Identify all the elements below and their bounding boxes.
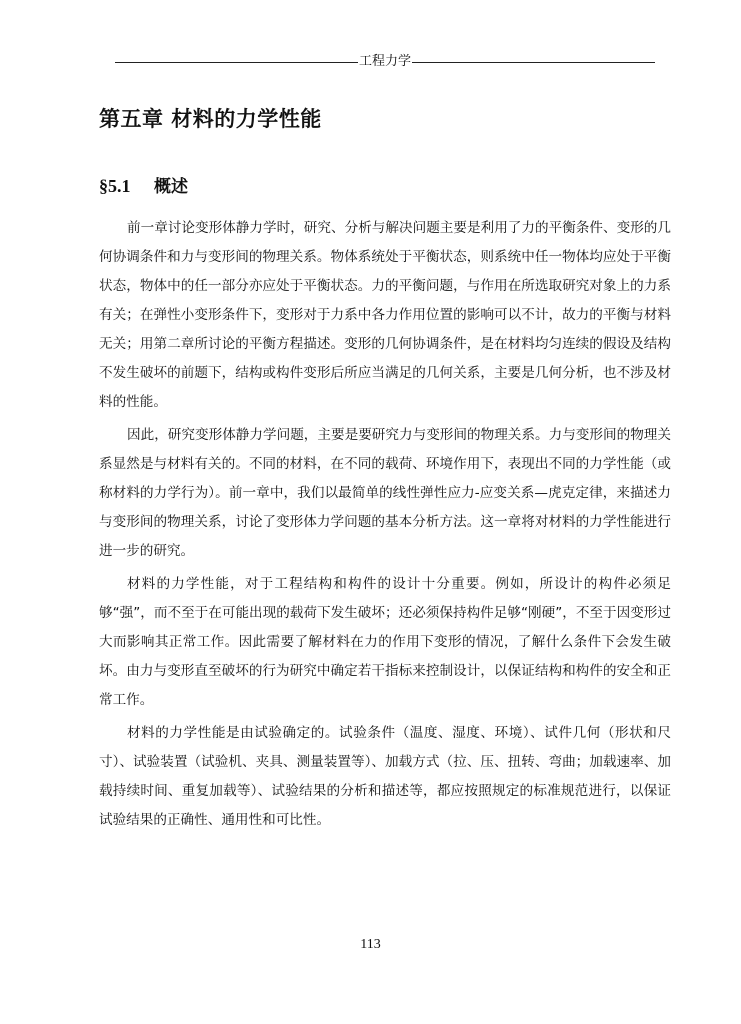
paragraph: 材料的力学性能是由试验确定的。试验条件（温度、湿度、环境）、试件几何（形状和尺寸）、试验装置（试验机、夹具、测量装置等）、加载方式（拉、压、扭转、弯曲；加载速率、加载持续时间、重复加载等）、试验结果的分析和描述等，都应按照规定的标准规范进行，以保证试验结果的正确性、通用性和可比性。	[99, 725, 671, 828]
paragraph: 前一章讨论变形体静力学时，研究、分析与解决问题主要是利用了力的平衡条件、变形的几何协调条件和力与变形间的物理关系。物体系统处于平衡状态，则系统中任一物体均应处于平衡状态，物体中的任一部分亦应处于平衡状态。力的平衡问题，与作用在所选取研究对象上的力系有关；在弹性小变形条件下，变形对于力系中各力作用位置的影响可以不计，故力的平衡与材料无关；用第二章所讨论的平衡方程描述。变形的几何协调条件，是在材料均匀连续的假设及结构不发生破坏的前题下，结构或构件变形后所应当满足的几何关系，主要是几何分析，也不涉及材料的性能。	[99, 220, 671, 410]
page-number: 113	[360, 937, 381, 952]
header-rule-left	[115, 62, 358, 63]
running-header-title: 工程力学	[359, 54, 412, 69]
section-title: 概述	[154, 177, 188, 197]
paragraph: 因此，研究变形体静力学问题，主要是要研究力与变形间的物理关系。力与变形间的物理关系显然是与材料有关的。不同的材料，在不同的载荷、环境作用下，表现出不同的力学性能（或称材料的力学行为）。前一章中，我们以最简单的线性弹性应力-应变关系—虎克定律，来描述力与变形间的物理关系，讨论了变形体力学问题的基本分析方法。这一章将对材料的力学性能进行进一步的研究。	[99, 427, 671, 559]
body-text	[99, 214, 671, 839]
paragraph: 材料的力学性能，对于工程结构和构件的设计十分重要。例如，所设计的构件必须足够“强”，而不至于在可能出现的载荷下发生破坏；还必须保持构件足够“刚硬”，不至于因变形过大而影响其正常工作。因此需要了解材料在力的作用下变形的情况，了解什么条件下会发生破坏。由力与变形直至破坏的行为研究中确定若干指标来控制设计，以保证结构和构件的安全和正常工作。	[99, 576, 671, 708]
section-number: §5.1	[99, 176, 131, 196]
header-rule-right	[412, 62, 655, 63]
running-header	[115, 52, 655, 72]
chapter-title: 第五章 材料的力学性能	[99, 107, 322, 131]
section-heading	[99, 172, 188, 197]
